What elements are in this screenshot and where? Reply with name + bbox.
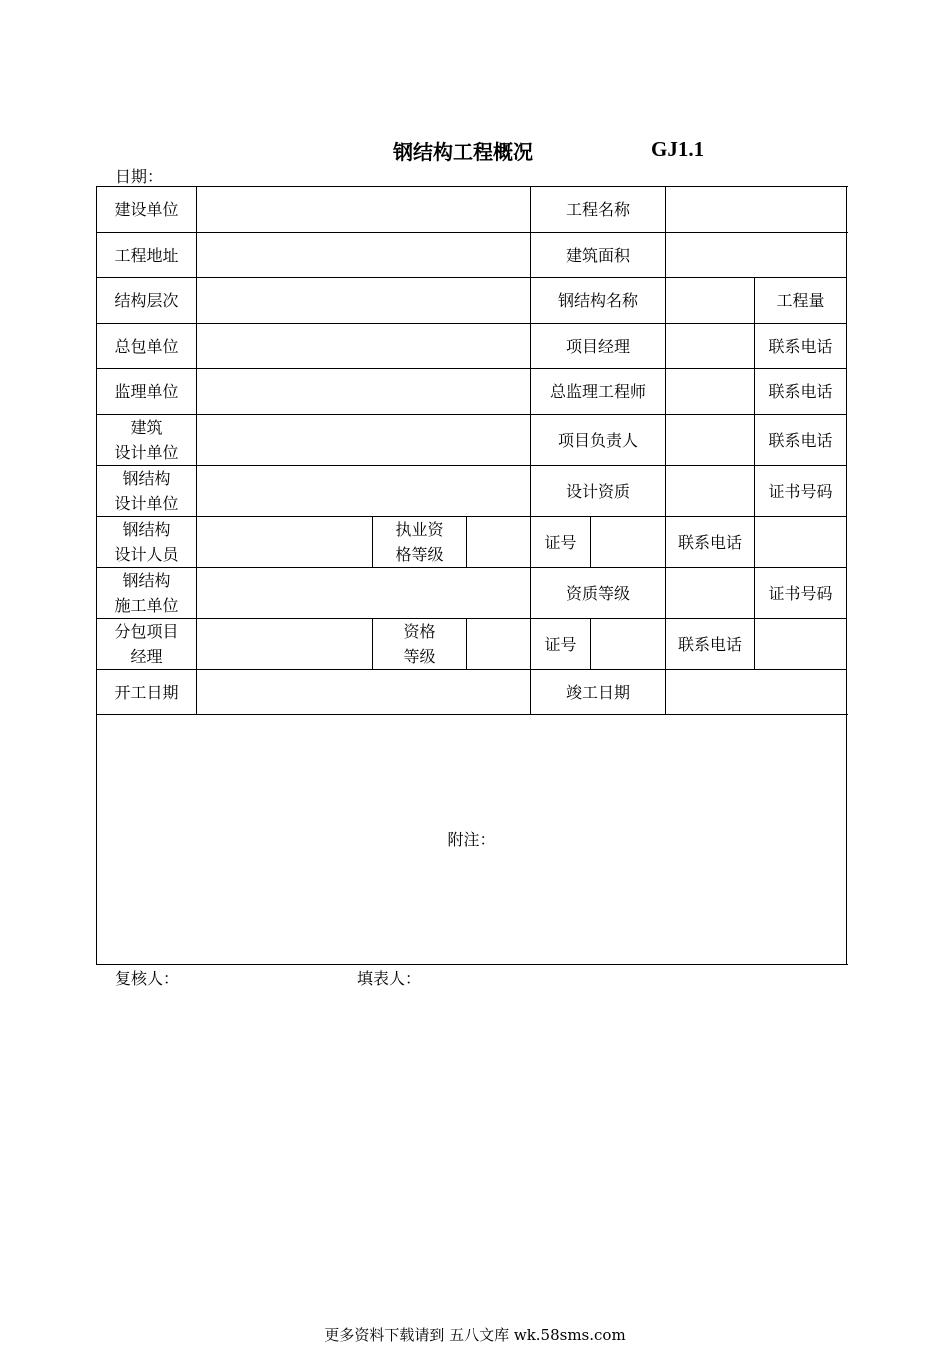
input-zhenghao[interactable] bbox=[591, 619, 666, 670]
input-xiangmu-jingli[interactable] bbox=[666, 324, 755, 369]
label-zong-jianli: 总监理工程师 bbox=[531, 369, 666, 415]
label-zongbao-danwei: 总包单位 bbox=[97, 324, 197, 369]
label-xiangmu-jingli: 项目经理 bbox=[531, 324, 666, 369]
label-sheji-renyuan: 钢结构 设计人员 bbox=[97, 517, 197, 568]
input-fenbao-xiangmu-jingli[interactable] bbox=[197, 619, 373, 670]
table-row bbox=[97, 324, 847, 369]
label-zhengshu-haoma: 证书号码 bbox=[755, 466, 847, 517]
label-zige-dengji: 资格 等级 bbox=[373, 619, 467, 670]
page-title: 钢结构工程概况 bbox=[393, 140, 533, 164]
label-gangjiegou-mingcheng: 钢结构名称 bbox=[531, 278, 666, 324]
input-jianli-danwei[interactable] bbox=[197, 369, 531, 415]
input-jungong-riqi[interactable] bbox=[666, 670, 847, 715]
label-lianxi-dianhua: 联系电话 bbox=[666, 517, 755, 568]
table-row bbox=[97, 466, 847, 517]
filler-label: 填表人： bbox=[357, 969, 422, 988]
label-zizhi-dengji: 资质等级 bbox=[531, 568, 666, 619]
table-row bbox=[97, 517, 847, 568]
date-label: 日期： bbox=[115, 167, 164, 186]
table-row bbox=[97, 369, 847, 415]
input-gangjiegou-sheji-danwei[interactable] bbox=[197, 466, 531, 517]
label-jianshe-danwei: 建设单位 bbox=[97, 187, 197, 233]
table-row bbox=[97, 619, 847, 670]
label-lianxi-dianhua: 联系电话 bbox=[755, 415, 847, 466]
form-code: GJ1.1 bbox=[651, 137, 705, 161]
notes-field[interactable] bbox=[97, 715, 847, 965]
label-jianzhu-sheji-danwei: 建筑 设计单位 bbox=[97, 415, 197, 466]
reviewer-label: 复核人： bbox=[115, 969, 180, 988]
table-row bbox=[97, 670, 847, 715]
label-zhiye-zige-dengji: 执业资 格等级 bbox=[373, 517, 467, 568]
input-gongcheng-dizhi[interactable] bbox=[197, 233, 531, 278]
input-zongbao-danwei[interactable] bbox=[197, 324, 531, 369]
input-zhenghao[interactable] bbox=[591, 517, 666, 568]
notes-label: 附注： bbox=[447, 830, 496, 849]
input-zhiye-zige-dengji[interactable] bbox=[467, 517, 531, 568]
label-kaigong-riqi: 开工日期 bbox=[97, 670, 197, 715]
label-xiangmu-fuzeren: 项目负责人 bbox=[531, 415, 666, 466]
table-row bbox=[97, 415, 847, 466]
label-zhenghao: 证号 bbox=[531, 619, 591, 670]
table-row bbox=[97, 278, 847, 324]
input-zizhi-dengji[interactable] bbox=[666, 568, 755, 619]
input-zong-jianli[interactable] bbox=[666, 369, 755, 415]
label-jungong-riqi: 竣工日期 bbox=[531, 670, 666, 715]
table-row bbox=[97, 233, 847, 278]
label-jianzhu-mianji: 建筑面积 bbox=[531, 233, 666, 278]
input-gangjiegou-mingcheng[interactable] bbox=[666, 278, 755, 324]
label-sheji-zizhi: 设计资质 bbox=[531, 466, 666, 517]
input-gongcheng-mingcheng[interactable] bbox=[666, 187, 847, 233]
input-jianzhu-mianji[interactable] bbox=[666, 233, 847, 278]
input-lianxi-dianhua[interactable] bbox=[755, 517, 847, 568]
label-lianxi-dianhua: 联系电话 bbox=[755, 369, 847, 415]
label-gongcheng-mingcheng: 工程名称 bbox=[531, 187, 666, 233]
label-lianxi-dianhua: 联系电话 bbox=[666, 619, 755, 670]
input-lianxi-dianhua[interactable] bbox=[755, 619, 847, 670]
label-zhengshu-haoma: 证书号码 bbox=[755, 568, 847, 619]
input-zige-dengji[interactable] bbox=[467, 619, 531, 670]
label-zhenghao: 证号 bbox=[531, 517, 591, 568]
watermark-text: 更多资料下载请到 五八文库 wk.58sms.com bbox=[324, 1326, 626, 1344]
input-sheji-zizhi[interactable] bbox=[666, 466, 755, 517]
label-gongchengliang: 工程量 bbox=[755, 278, 847, 324]
label-gongcheng-dizhi: 工程地址 bbox=[97, 233, 197, 278]
input-xiangmu-fuzeren[interactable] bbox=[666, 415, 755, 466]
label-jianli-danwei: 监理单位 bbox=[97, 369, 197, 415]
label-gangjiegou-sheji-danwei: 钢结构 设计单位 bbox=[97, 466, 197, 517]
table-row bbox=[97, 715, 847, 965]
label-fenbao-xiangmu-jingli: 分包项目 经理 bbox=[97, 619, 197, 670]
table-row bbox=[97, 187, 847, 233]
input-sheji-renyuan[interactable] bbox=[197, 517, 373, 568]
input-jianshe-danwei[interactable] bbox=[197, 187, 531, 233]
input-kaigong-riqi[interactable] bbox=[197, 670, 531, 715]
input-jiegou-cengci[interactable] bbox=[197, 278, 531, 324]
label-jiegou-cengci: 结构层次 bbox=[97, 278, 197, 324]
label-lianxi-dianhua: 联系电话 bbox=[755, 324, 847, 369]
table-row bbox=[97, 568, 847, 619]
label-shigong-danwei: 钢结构 施工单位 bbox=[97, 568, 197, 619]
project-overview-table bbox=[96, 186, 847, 965]
input-jianzhu-sheji-danwei[interactable] bbox=[197, 415, 531, 466]
input-shigong-danwei[interactable] bbox=[197, 568, 531, 619]
